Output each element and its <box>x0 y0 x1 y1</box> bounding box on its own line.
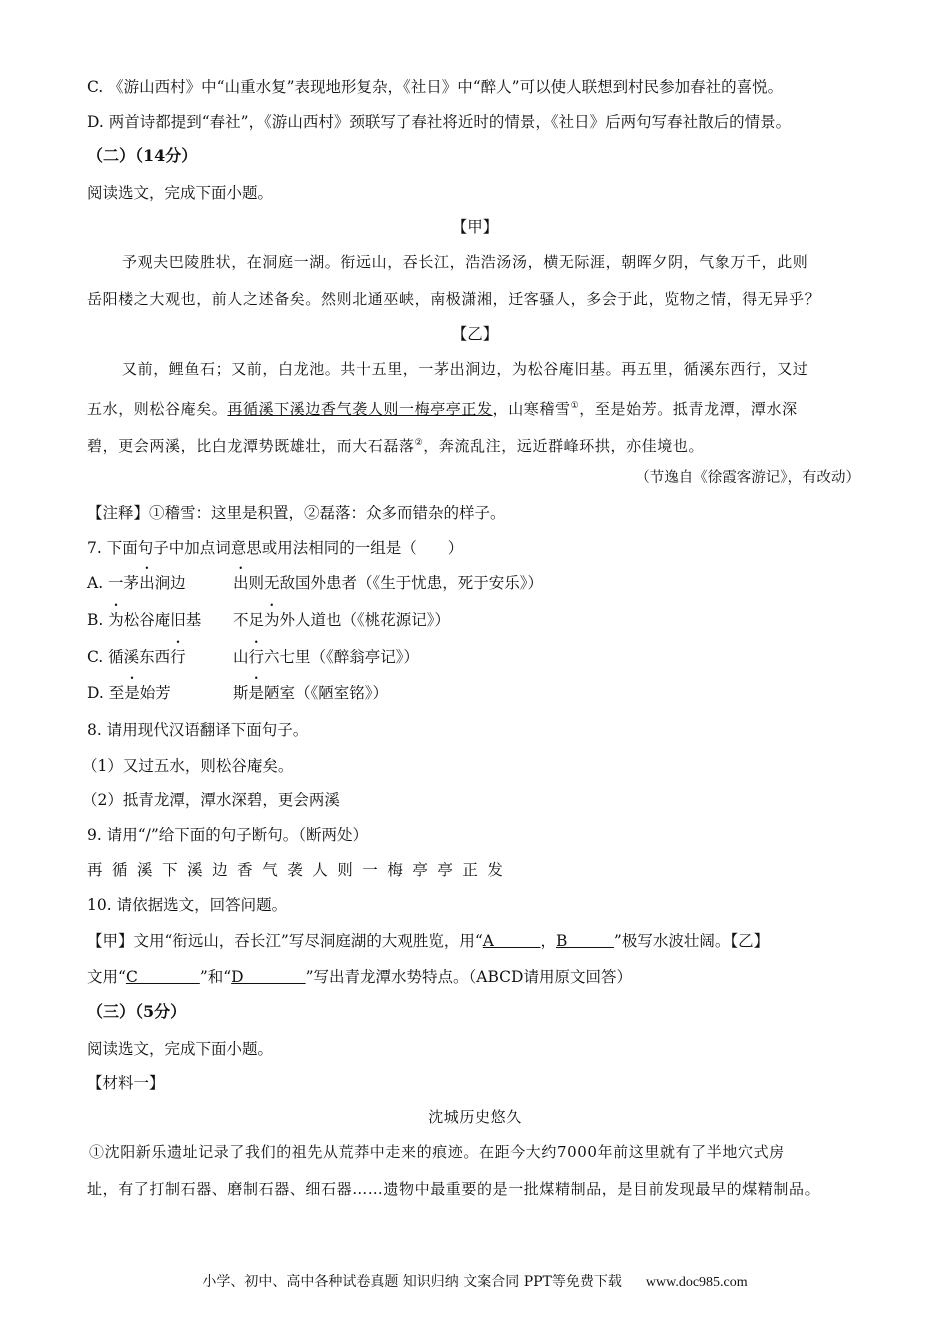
blank-a[interactable]: A <box>482 932 541 950</box>
footer-site-link[interactable]: www.doc985.com <box>645 1275 748 1290</box>
note-mark: ① <box>570 401 580 411</box>
material-line: ①沈阳新乐遗址记录了我们的祖先从荒莽中走来的痕迹。在距今大约7000年前这里就有了半地穴式房 <box>89 1143 785 1161</box>
blank-b[interactable]: B <box>556 932 614 950</box>
page-footer <box>0 1271 950 1291</box>
passage-yi-title: 【乙】 <box>451 325 499 343</box>
option-text: 六七里（《醉翁亭记》） <box>264 648 420 666</box>
dotted-word: 为 <box>264 611 280 629</box>
material-title: 沈城历史悠久 <box>428 1108 522 1126</box>
question-8-stem: 8. 请用现代汉语翻译下面句子。 <box>87 721 309 739</box>
q7-option-d <box>87 683 389 703</box>
section-2-heading: （二）（14分） <box>87 146 198 165</box>
note-mark: ② <box>414 438 424 448</box>
option-compare <box>233 573 543 593</box>
yi-text: 碧，更会两溪，比白龙潭势既雄壮，而大石磊落 <box>87 437 415 455</box>
passage-yi-line: 又前，鲤鱼石；又前，白龙池。共十五里，一茅出涧边，为松谷庵旧基。再五里，循溪东西行，又过 <box>122 360 809 378</box>
option-text: 陋室（《陋室铭》） <box>264 684 389 702</box>
question-9-stem: 9. 请用“/”给下面的句子断句。（断两处） <box>87 826 369 844</box>
q8-sentence-1: （1）又过五水，则松谷庵矣。 <box>82 757 294 775</box>
q10-text: 文用“ <box>87 968 126 986</box>
q10-text: 【甲】文用“衔远山，吞长江”写尽洞庭湖的大观胜览，用“ <box>87 932 483 950</box>
option-text: D. 至 <box>87 684 125 702</box>
question-7-stem: 7. 下面句子中加点词意思或用法相同的一组是（ ） <box>87 539 464 557</box>
dotted-word: 行 <box>170 648 186 666</box>
option-compare <box>233 683 388 703</box>
section-3-instruction: 阅读选文，完成下面小题。 <box>87 1040 274 1058</box>
yi-text: ，奔流乱注，远近群峰环拱，亦佳境也。 <box>423 437 705 455</box>
option-text: 斯 <box>233 684 249 702</box>
q7-option-a <box>87 573 544 593</box>
material-line: 址，有了打制石器、磨制石器、细石器……遗物中最重要的是一批煤精制品，是目前发现最早的煤精制品。 <box>87 1180 821 1198</box>
option-text: C. 循溪东西 <box>87 648 171 666</box>
option-text: 山 <box>233 648 249 666</box>
q9-sentence: 再 循 溪 下 溪 边 香 气 袭 人 则 一 梅 亭 亭 正 发 <box>87 861 506 879</box>
option-text: 外人道也（《桃花源记》） <box>279 611 451 629</box>
option-compare <box>233 610 450 630</box>
option-text: 不足 <box>233 611 265 629</box>
q10-text: ”写出青龙潭水势特点。（ABCD请用原文回答） <box>305 968 632 986</box>
q7-option-b <box>87 610 451 630</box>
q10-text: ”极写水波壮阔。【乙】 <box>613 932 770 950</box>
yi-text: ，山寒稽雪 <box>492 400 571 418</box>
option-text: 涧边 <box>154 574 186 592</box>
section-3-heading: （三）（5分） <box>87 1002 187 1021</box>
yi-text: 五水，则松谷庵矣。 <box>87 400 228 418</box>
option-text: A. 一茅 <box>87 574 140 592</box>
question-10-stem: 10. 请依据选文，回答问题。 <box>87 896 288 914</box>
passage-jia-line: 岳阳楼之大观也，前人之述备矣。然则北通巫峡，南极潇湘，迁客骚人，多会于此，览物之情，得无异乎？ <box>87 290 821 308</box>
q7-option-c <box>87 647 420 667</box>
dotted-word: 行 <box>248 648 265 666</box>
q10-line-1 <box>87 931 769 951</box>
material-label: 【材料一】 <box>87 1074 165 1092</box>
dotted-word: 为 <box>108 611 124 629</box>
section-2-instruction: 阅读选文，完成下面小题。 <box>87 184 274 202</box>
passage-source: （节逸自《徐霞客游记》，有改动） <box>635 470 860 486</box>
q10-text: ， <box>540 932 556 950</box>
option-compare <box>233 647 419 667</box>
option-text: 松谷庵旧基 <box>123 611 202 629</box>
dotted-word: 出 <box>233 574 249 592</box>
dotted-word: 是 <box>248 684 265 702</box>
option-text: B. <box>87 611 109 629</box>
passage-jia-line: 予观夫巴陵胜状，在洞庭一湖。衔远山，吞长江，浩浩汤汤，横无际涯，朝晖夕阴，气象万千，此则 <box>122 253 809 271</box>
option-d-prev: D. 两首诗都提到“春社”，《游山西村》颈联写了春社将近时的情景，《社日》后两句写春社散后的情景。 <box>87 113 792 131</box>
footer-text: 小学、初中、高中各种试卷真题 知识归纳 文案合同 PPT等免费下载 <box>202 1274 622 1290</box>
passage-yi-line <box>87 433 704 456</box>
yi-text: ，至是始芳。抵青龙潭，潭水深 <box>579 400 798 418</box>
q10-text: ”和“ <box>199 968 232 986</box>
blank-d[interactable]: D <box>231 968 306 986</box>
option-text: 则无敌国外患者（《生于忧患，死于安乐》） <box>248 574 544 592</box>
q10-line-2 <box>87 967 632 987</box>
blank-c[interactable]: C <box>125 968 200 986</box>
option-text: 始芳 <box>139 684 171 702</box>
annotation: 【注释】①稽雪：这里是积置，②磊落：众多而错杂的样子。 <box>87 504 506 522</box>
dotted-word: 是 <box>124 684 140 702</box>
passage-jia-title: 【甲】 <box>451 218 499 236</box>
passage-yi-line <box>87 396 798 419</box>
option-c-prev: C. 《游山西村》中“山重水复”表现地形复杂，《社日》中“醉人”可以使人联想到村民参加春社的喜悦。 <box>87 78 784 96</box>
dotted-word: 出 <box>139 574 155 592</box>
underlined-sentence: 再循溪下溪边香气袭人则一梅亭亭正发 <box>227 400 493 418</box>
q8-sentence-2: （2）抵青龙潭，潭水深碧，更会两溪 <box>82 791 340 809</box>
